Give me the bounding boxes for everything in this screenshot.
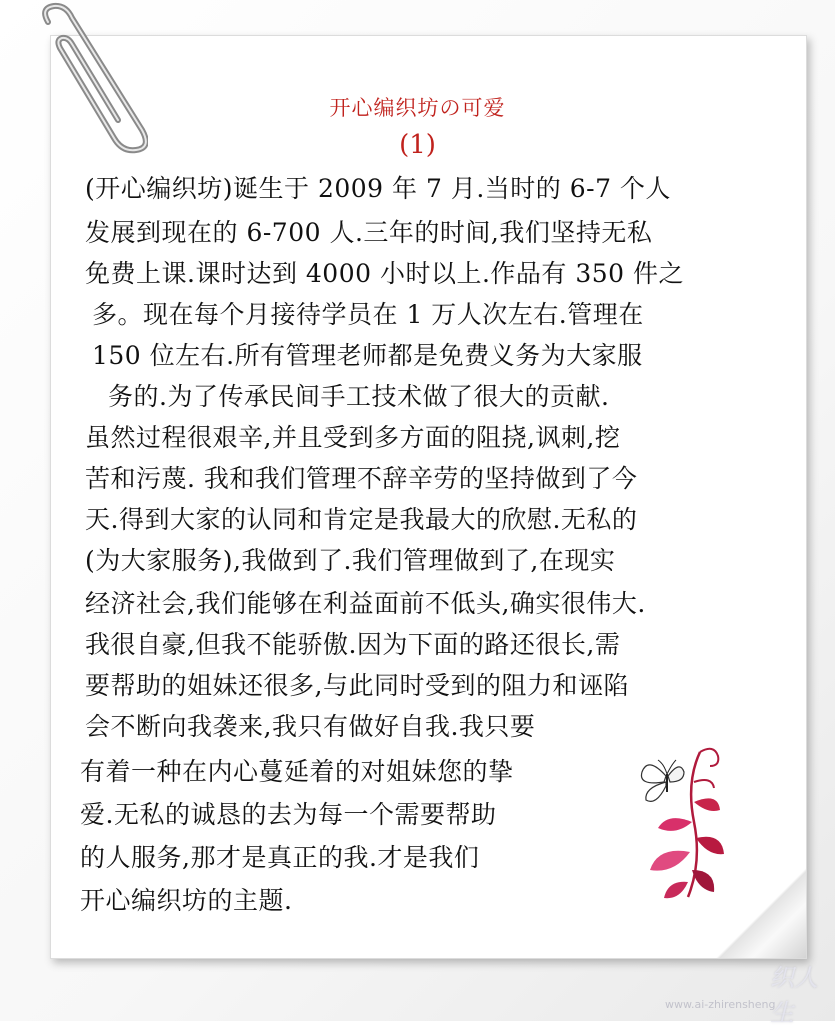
body-line: 多。现在每个月接待学员在 1 万人次左右.管理在 — [92, 300, 644, 329]
body-line: 虽然过程很艰辛,并且受到多方面的阻挠,讽刺,挖 — [85, 423, 621, 452]
body-line: 我很自豪,但我不能骄傲.因为下面的路还很长,需 — [85, 630, 621, 659]
body-line: (开心编织坊)诞生于 2009 年 7 月.当时的 6-7 个人 — [85, 174, 671, 203]
body-line: 发展到现在的 6-700 人.三年的时间,我们坚持无私 — [85, 218, 653, 247]
body-line: 免费上课.课时达到 4000 小时以上.作品有 350 件之 — [85, 259, 685, 288]
part-number: (1) — [399, 130, 436, 160]
body-line: 的人服务,那才是真正的我.才是我们 — [80, 843, 480, 872]
watermark-url: www.ai-zhirensheng — [665, 998, 776, 1011]
body-line: 苦和污蔑. 我和我们管理不辞辛劳的坚持做到了今 — [85, 464, 638, 493]
body-line: (为大家服务),我做到了.我们管理做到了,在现实 — [85, 546, 616, 575]
page-curl — [716, 868, 806, 958]
body-line: 经济社会,我们能够在利益面前不低头,确实很伟大. — [85, 589, 646, 618]
body-line: 要帮助的姐妹还很多,与此同时受到的阻力和诬陷 — [85, 671, 629, 700]
butterfly-flower-decoration-icon — [628, 742, 728, 902]
body-line: 会不断向我袭来,我只有做好自我.我只要 — [85, 712, 536, 741]
body-line: 150 位左右.所有管理老师都是免费义务为大家服 — [92, 341, 643, 370]
body-line: 务的.为了传承民间手工技术做了很大的贡献. — [108, 382, 610, 411]
watermark-logo: 织人生 — [770, 964, 818, 1027]
body-line: 开心编织坊的主题. — [80, 886, 293, 915]
body-line: 天.得到大家的认同和肯定是我最大的欣慰.无私的 — [85, 505, 638, 534]
page-title: 开心编织坊の可爱 — [329, 96, 506, 120]
body-line: 有着一种在内心蔓延着的对姐妹您的挚 — [80, 757, 514, 786]
body-line: 爱.无私的诚恳的去为每一个需要帮助 — [80, 800, 497, 829]
